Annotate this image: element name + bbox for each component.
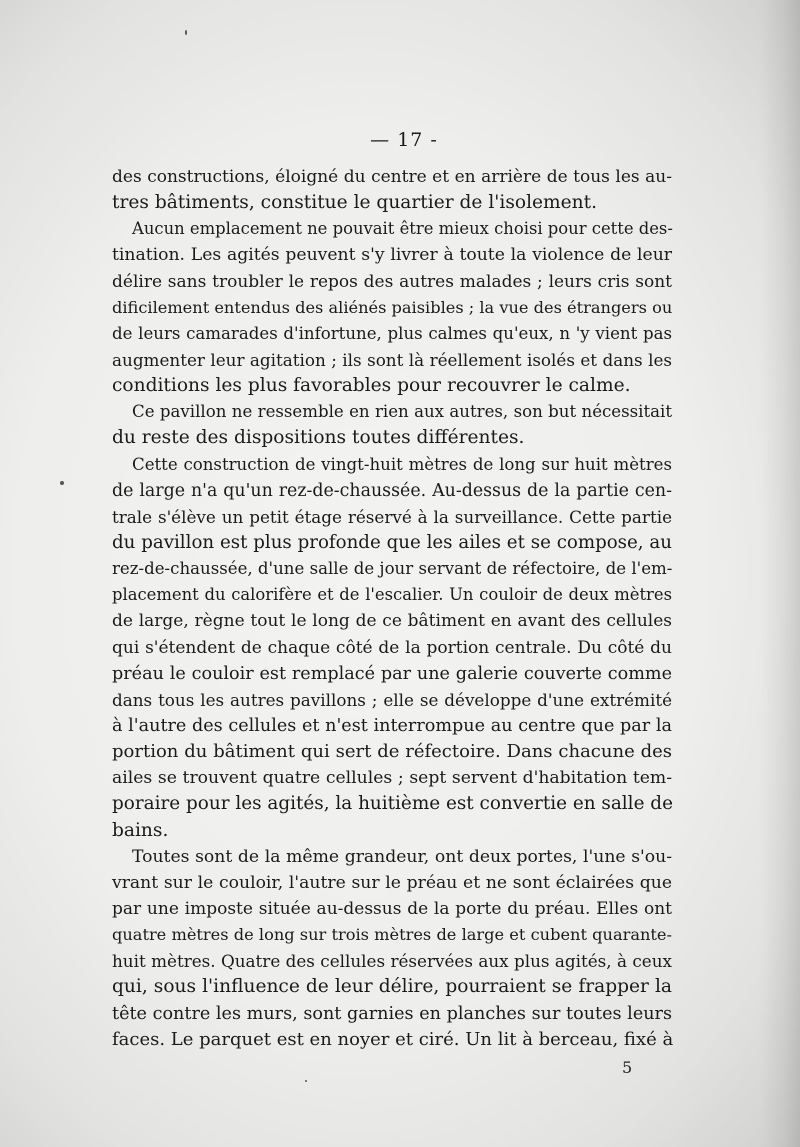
scan-speck xyxy=(185,30,187,35)
text-line: quatre mètres de long sur trois mètres de large et cubent quarante- xyxy=(112,925,672,945)
text-line: qui, sous l'influence de leur délire, pourraient se frapper la xyxy=(112,976,672,998)
text-line: portion du bâtiment qui sert de réfectoire. Dans chacune des xyxy=(112,741,672,763)
text-line: Toutes sont de la même grandeur, ont deux portes, l'une s'ou- xyxy=(132,846,672,867)
text-line: bains. xyxy=(112,819,169,841)
text-line: placement du calorifère et de l'escalier. Un couloir de deux mètres xyxy=(112,585,672,605)
text-line: à l'autre des cellules et n'est interrompue au centre que par la xyxy=(112,715,672,736)
text-line: tres bâtiments, constitue le quartier de l'isolement. xyxy=(112,192,598,214)
text-line: trale s'élève un petit étage réservé à la surveillance. Cette partie xyxy=(112,506,672,527)
text-line: tination. Les agités peuvent s'y livrer à toute la violence de leur xyxy=(112,245,672,266)
text-line: faces. Le parquet est en noyer et ciré. Un lit à berceau, fixé à xyxy=(112,1028,674,1050)
text-line: Aucun emplacement ne pouvait être mieux choisi pour cette des- xyxy=(132,219,673,239)
text-line: délire sans troubler le repos des autres malades ; leurs cris sont xyxy=(112,271,672,292)
signature-mark: 5 xyxy=(622,1058,633,1077)
text-line: rez-de-chaussée, d'une salle de jour servant de réfectoire, de l'em- xyxy=(112,559,673,579)
text-line: du pavillon est plus profonde que les ailes et se compose, au xyxy=(112,531,672,553)
text-line: dificilement entendus des aliénés paisibles ; la vue des étrangers ou xyxy=(112,297,673,317)
text-line: augmenter leur agitation ; ils sont là réellement isolés et dans les xyxy=(112,349,672,370)
text-line: Ce pavillon ne ressemble en rien aux autres, son but nécessitait xyxy=(132,402,672,422)
text-line: vrant sur le couloir, l'autre sur le préau et ne sont éclairées que xyxy=(112,872,672,893)
book-page xyxy=(112,128,672,1053)
text-line: ailes se trouvent quatre cellules ; sept servent d'habitation tem- xyxy=(112,768,672,789)
text-line: de large n'a qu'un rez-de-chaussée. Au-dessus de la partie cen- xyxy=(112,480,672,501)
text-line: des constructions, éloigné du centre et en arrière de tous les au- xyxy=(112,167,672,187)
text-line: dans tous les autres pavillons ; elle se développe d'une extrémité xyxy=(112,689,672,710)
text-line: du reste des dispositions toutes différentes. xyxy=(112,427,525,449)
page-number: — 17 - xyxy=(370,129,438,151)
page-text xyxy=(112,164,672,1053)
text-line: préau le couloir est remplacé par une galerie couverte comme xyxy=(112,663,672,684)
text-line: de large, règne tout le long de ce bâtiment en avant des cellules xyxy=(112,611,672,632)
binding-shadow xyxy=(760,0,800,1147)
text-line: conditions les plus favorables pour recouvrer le calme. xyxy=(112,375,631,397)
text-line: qui s'étendent de chaque côté de la portion centrale. Du côté du xyxy=(112,637,672,658)
text-line: de leurs camarades d'infortune, plus calmes qu'eux, n 'y vient pas xyxy=(112,323,672,343)
text-line: tête contre les murs, sont garnies en planches sur toutes leurs xyxy=(112,1003,672,1024)
text-line: huit mètres. Quatre des cellules réservées aux plus agités, à ceux xyxy=(112,951,672,972)
text-line: Cette construction de vingt-huit mètres de long sur huit mètres xyxy=(132,454,672,474)
scan-speck xyxy=(305,1080,307,1082)
text-line: par une imposte située au-dessus de la porte du préau. Elles ont xyxy=(112,898,672,919)
text-line: poraire pour les agités, la huitième est convertie en salle de xyxy=(112,793,673,815)
scan-speck xyxy=(60,481,64,485)
